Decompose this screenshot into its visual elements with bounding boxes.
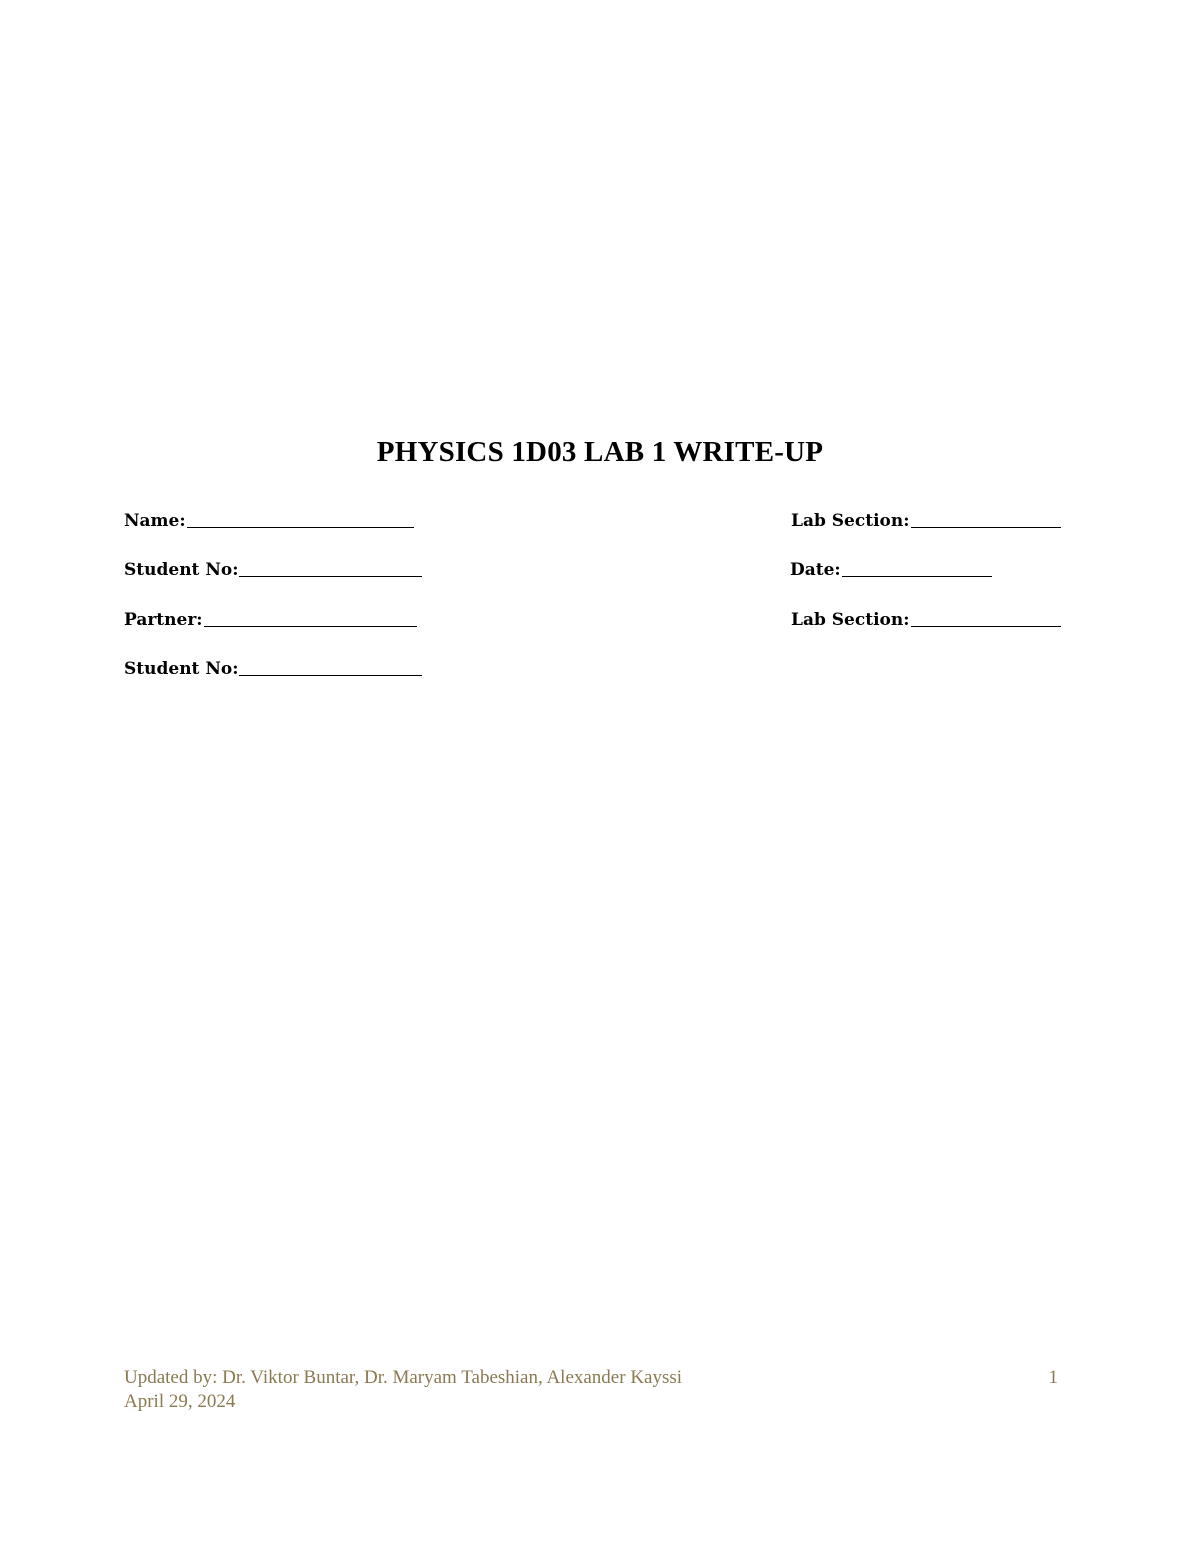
student-no-label: Student No: [124,560,239,580]
name-blank-line[interactable] [187,526,414,528]
partner-lab-section-blank-line[interactable] [911,625,1061,627]
student-no-field[interactable] [124,557,422,581]
date-field[interactable] [790,557,992,581]
partner-blank-line[interactable] [204,625,417,627]
partner-student-no-field[interactable] [124,656,422,680]
student-no-blank-line[interactable] [239,575,422,577]
page-footer [124,1366,682,1414]
partner-student-no-blank-line[interactable] [239,674,422,676]
date-blank-line[interactable] [842,575,992,577]
footer-date: April 29, 2024 [124,1391,236,1412]
date-label: Date: [790,560,841,580]
partner-field[interactable] [124,607,417,631]
partner-label: Partner: [124,610,203,630]
name-label: Name: [124,511,186,531]
lab-section-blank-line[interactable] [911,526,1061,528]
lab-section-field[interactable] [791,508,1061,532]
footer-updated-by: Updated by: Dr. Viktor Buntar, Dr. Maryam Tabeshian, Alexander Kayssi [124,1367,683,1388]
partner-lab-section-label: Lab Section: [791,610,910,630]
page-title: PHYSICS 1D03 LAB 1 WRITE-UP [376,436,824,468]
page-number: 1 [1048,1367,1058,1388]
name-field[interactable] [124,508,414,532]
lab-section-label: Lab Section: [791,511,910,531]
partner-student-no-label: Student No: [124,659,239,679]
partner-lab-section-field[interactable] [791,607,1061,631]
